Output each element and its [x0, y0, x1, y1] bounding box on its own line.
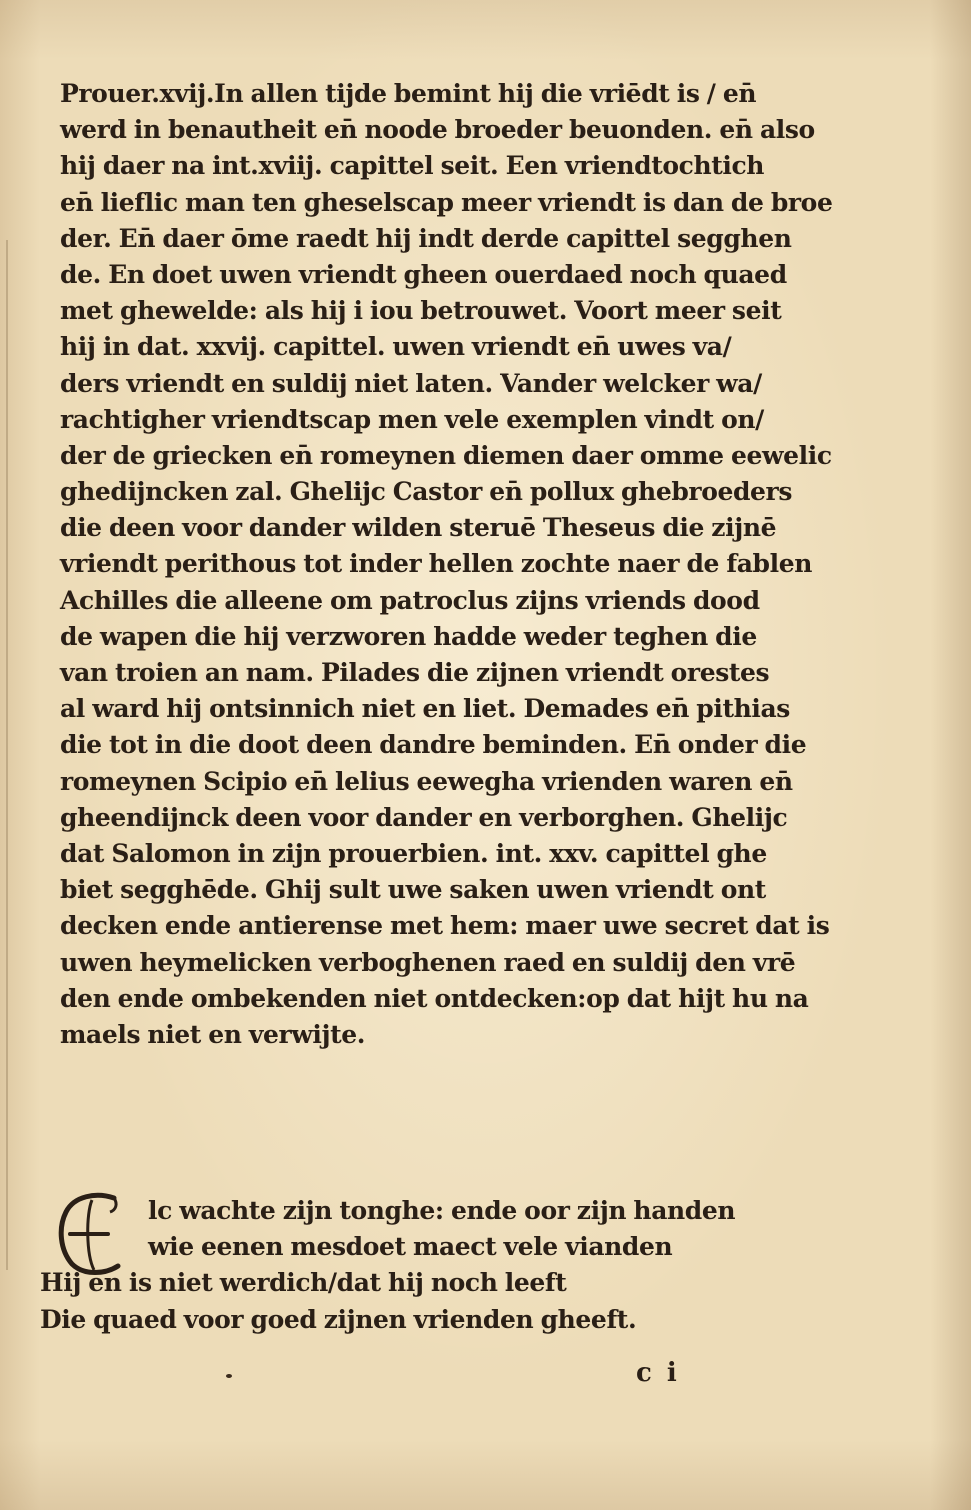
text-line: van troien an nam. Pilades die zijnen vriendt orestes — [60, 658, 770, 687]
body-text — [60, 76, 833, 1053]
text-line: rachtigher vriendtscap men vele exemplen vindt on/ — [60, 404, 764, 434]
text-line: en̄ lieflic man ten gheselscap meer vriendt is dan de broe — [60, 187, 833, 217]
text-line: maels niet en verwijte. — [60, 1019, 366, 1049]
text-line: de. En doet uwen vriendt gheen ouerdaed noch quaed — [60, 259, 787, 289]
text-line: die deen voor dander wilden steruē Theseus die zijnē — [60, 513, 777, 543]
text-line: met ghewelde: als hij i iou betrouwet. Voort meer seit — [60, 296, 782, 326]
ink-speck — [226, 1374, 232, 1378]
text-line: vriendt perithous tot inder hellen zochte naer de fablen — [60, 549, 812, 579]
text-line: de wapen die hij verzworen hadde weder teghen die — [60, 621, 757, 651]
gutter-shadow — [6, 240, 8, 1270]
text-line: die tot in die doot deen dandre beminden. En̄ onder die — [60, 730, 807, 760]
verse-line: lc wachte zijn tonghe: ende oor zijn handen — [148, 1196, 736, 1225]
text-line: der de griecken en̄ romeynen diemen daer omme eewelic — [60, 440, 832, 470]
text-line: Prouer.xvij.In allen tijde bemint hij die vriēdt is / en̄ — [60, 79, 757, 108]
verse-line: Die quaed voor goed zijnen vrienden gheeft. — [40, 1304, 637, 1334]
text-line: hij daer na int.xviij. capittel seit. Een vriendtochtich — [60, 151, 765, 181]
text-line: gheendijnck deen voor dander en verborghen. Ghelijc — [60, 802, 788, 832]
text-line: werd in benautheit en̄ noode broeder beuonden. en̄ also — [60, 115, 815, 145]
text-line: uwen heymelicken verboghenen raed en suldij den vrē — [60, 947, 796, 977]
signature-mark: c i — [636, 1358, 680, 1388]
text-line: ders vriendt en suldij niet laten. Vander welcker wa/ — [60, 368, 762, 398]
text-line: den ende ombekenden niet ontdecken:op dat hijt hu na — [60, 983, 809, 1013]
text-line: hij in dat. xxvij. capittel. uwen vriendt en̄ uwes va/ — [60, 332, 732, 362]
text-line: decken ende antierense met hem: maer uwe secret dat is — [60, 911, 830, 941]
text-line: der. En̄ daer ōme raedt hij indt derde capittel segghen — [60, 223, 792, 253]
text-line: biet segghēde. Ghij sult uwe saken uwen vriendt ont — [60, 875, 766, 905]
text-line: ghedijncken zal. Ghelijc Castor en̄ pollux ghebroeders — [60, 477, 793, 507]
text-line: al ward hij ontsinnich niet en liet. Demades en̄ pithias — [60, 694, 790, 724]
verse-line: Hij en is niet werdich/dat hij noch leeft — [40, 1268, 567, 1298]
text-line: romeynen Scipio en̄ lelius eewegha vrienden waren en̄ — [60, 766, 793, 796]
text-line: dat Salomon in zijn prouerbien. int. xxv. capittel ghe — [60, 838, 767, 868]
verse-line: wie eenen mesdoet maect vele vianden — [148, 1232, 673, 1262]
text-line: Achilles die alleene om patroclus zijns vriends dood — [60, 585, 760, 615]
verse-block — [40, 1193, 800, 1338]
